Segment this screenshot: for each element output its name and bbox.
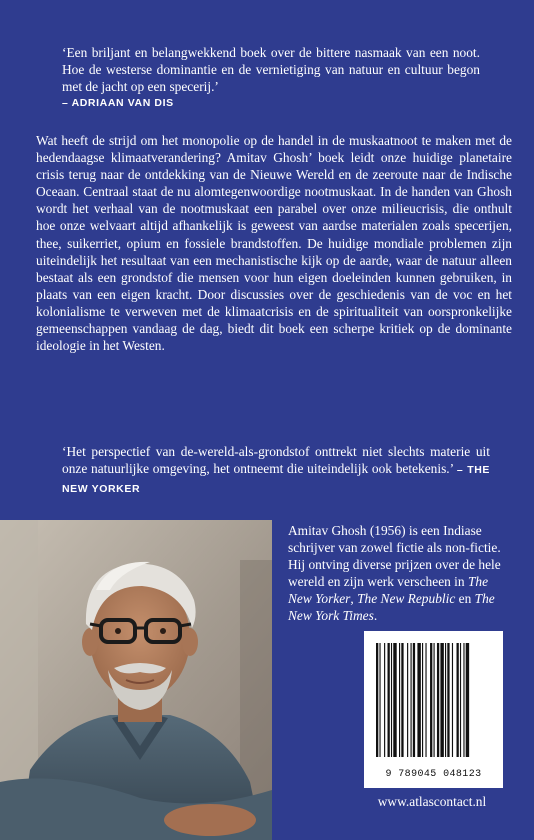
- barcode-bar: [457, 643, 459, 757]
- bottom-quote-attribution: – THE NEW YORKER: [62, 464, 490, 495]
- barcode-bar: [440, 643, 443, 757]
- author-photo: [0, 520, 272, 840]
- bio-separator: ,: [350, 591, 358, 606]
- isbn-number: 9 789045 048123: [385, 769, 482, 780]
- publisher-website[interactable]: www.atlascontact.nl: [377, 794, 487, 809]
- barcode-bar: [393, 643, 396, 757]
- bottom-quote: [62, 443, 490, 498]
- barcode-bar: [399, 643, 400, 757]
- barcode-bar: [434, 643, 435, 757]
- bio-end: .: [373, 608, 378, 623]
- barcode-bar: [384, 643, 385, 757]
- barcode-bar: [430, 643, 432, 757]
- barcode-bar: [466, 643, 469, 757]
- barcode-bar: [417, 643, 420, 757]
- barcode-bar: [422, 643, 423, 757]
- top-quote: [62, 44, 480, 112]
- barcode-bar: [388, 643, 390, 757]
- barcode-bar: [407, 643, 408, 757]
- book-description: Wat heeft de strijd om het monopolie op de handel in de muskaatnoot te maken met de hedendaagse klimaatverandering? Amitav Ghosh’ boek leidt onze huidige planetaire crisis terug naar de ontdekking van de Nieuwe Wereld en de zeeroute naar de Indische Oceaan. Centraal staat de nu alomtegenwoordige nootmuskaat. In de handen van Ghosh wordt het verhaal van de nootmuskaat een parabel over onze milieucrisis, die onthult hoe onze welvaart altijd afhankelijk is geweest van aardse materialen zoals specerijen, thee, suikerriet, opium en fossiele brandstoffen. De huidige mondiale problemen zijn uiteindelijk het resultaat van een mechanistische kijk op de aarde, waar de natuur alleen bestaat als een grondstof die mensen voor hun eigen doeleinden kunnen gebruiken, in plaats van een eigen kracht. Door discussies over de geschiedenis van de voc en het kolonialisme te verweven met de klimaatcrisis en de spiritualiteit van oorspronkelijke gemeenschappen vandaag de dag, biedt dit boek een scherpe kritiek op de dominante ideologie in het Westen.: [36, 133, 512, 354]
- top-quote-text: ‘Een briljant en belangwekkend boek over de bittere nasmaak van een noot. Hoe de westerse dominantie en de vernietiging van natuur en cultuur begon met de jacht op een specerij.’: [62, 45, 480, 94]
- isbn-barcode: [364, 631, 503, 788]
- barcode-bar: [452, 643, 453, 757]
- publication-new-republic: The New Republic: [357, 591, 456, 606]
- barcode-bar: [437, 643, 439, 757]
- barcode-bar: [391, 643, 392, 757]
- barcode-bar: [379, 643, 380, 757]
- author-portrait-image: [0, 520, 272, 840]
- top-quote-attribution: – ADRIAAN VAN DIS: [62, 97, 174, 109]
- barcode-bars: [364, 631, 503, 788]
- bottom-quote-text: ‘Het perspectief van de-wereld-als-grondstof onttrekt niet slechts materie uit onze natuurlijke omgeving, het ontneemt die uiteindelijk ook betekenis.’: [62, 444, 490, 476]
- barcode-bar: [425, 643, 426, 757]
- barcode-bar: [463, 643, 464, 757]
- barcode-bar: [413, 643, 415, 757]
- barcode-bar: [445, 643, 446, 757]
- bio-text: Amitav Ghosh (1956) is een Indiase schrijver van zowel fictie als non-fictie. Hij ontving diverse prijzen over de hele wereld en zijn werk verscheen in: [288, 523, 501, 589]
- barcode-bar: [401, 643, 403, 757]
- barcode-bar: [411, 643, 412, 757]
- barcode-bar: [460, 643, 461, 757]
- author-bio: [288, 522, 506, 624]
- publication-new-yorker: The New Yorker: [288, 574, 489, 606]
- barcode-bar: [447, 643, 449, 757]
- publication-new-york-times: The New York Times: [288, 591, 495, 623]
- barcode-bar: [376, 643, 378, 757]
- bio-separator: en: [455, 591, 475, 606]
